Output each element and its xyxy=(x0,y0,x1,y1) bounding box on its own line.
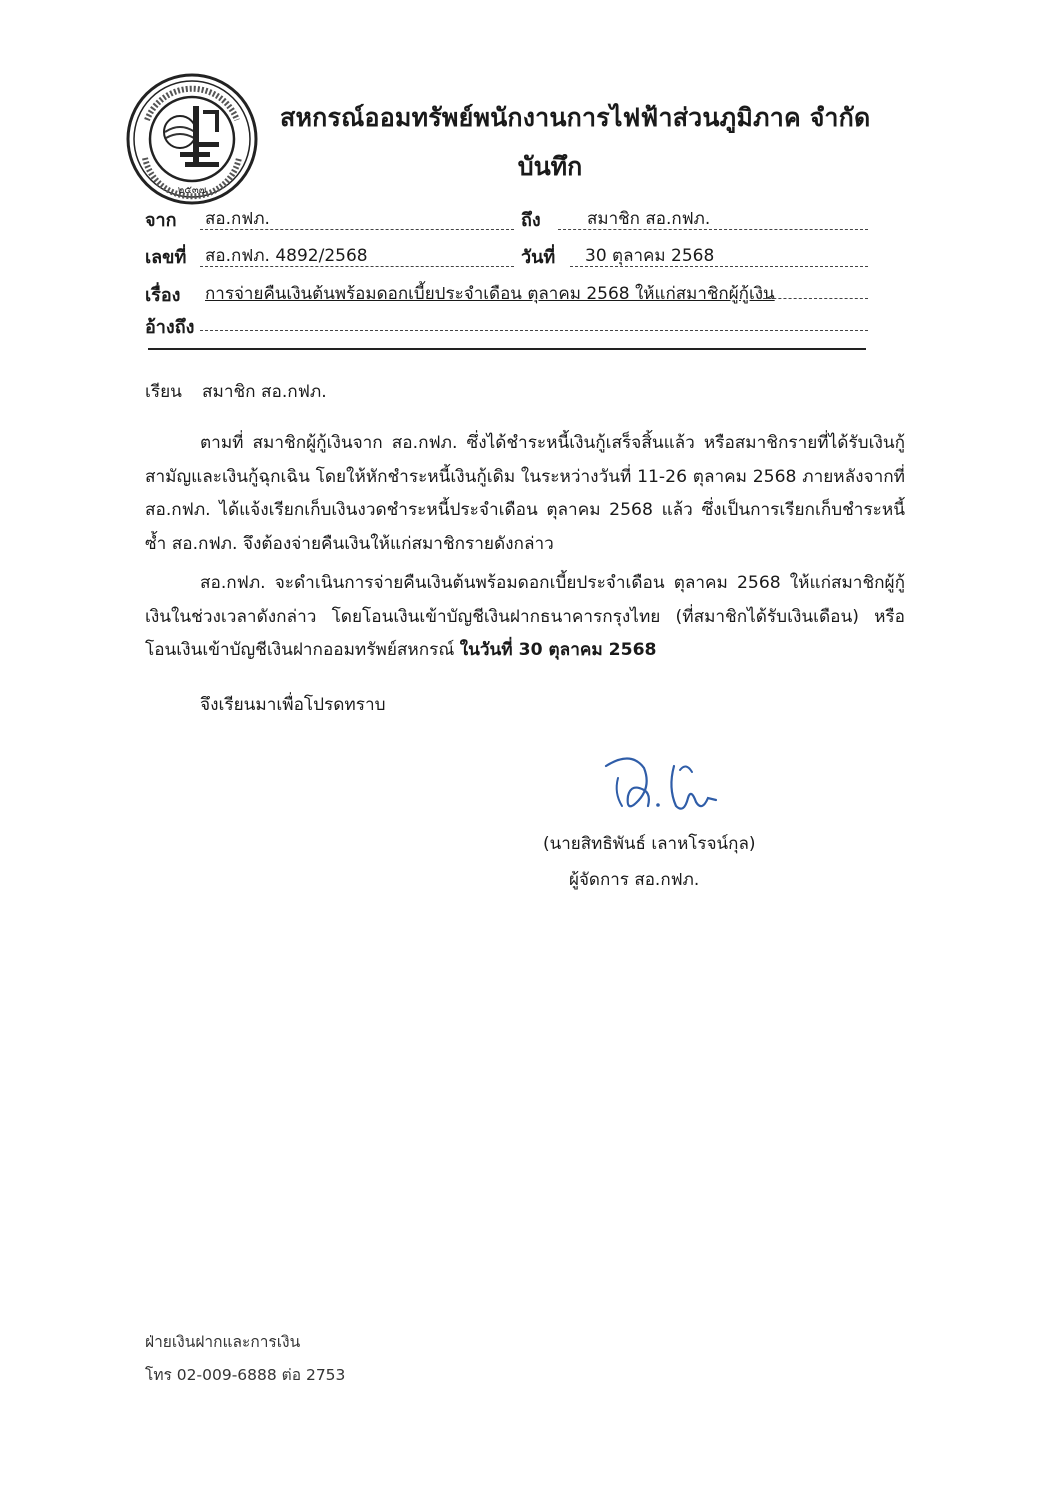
signatory-name: (นายสิทธิพันธ์ เลาหโรจน์กุล) xyxy=(543,834,756,854)
salutation-label: เรียน xyxy=(145,382,182,402)
memo-title: บันทึก xyxy=(517,152,583,181)
subject-value: การจ่ายคืนเงินต้นพร้อมดอกเบี้ยประจำเดือน ตุลาคม 2568 ให้แก่สมาชิกผู้กู้เงิน xyxy=(205,284,775,304)
subject-dotted-line xyxy=(758,298,868,299)
paragraph-1: ตามที่ สมาชิกผู้กู้เงินจาก สอ.กฟภ. ซึ่งได้ชำระหนี้เงินกู้เสร็จสิ้นแล้ว หรือสมาชิกรายที่ได้รับเงินกู้สามัญและเงินกู้ฉุกเฉิน โดยให้หักชำระหนี้เงินกู้เดิม ในระหว่างวันที่ 11-26 ตุลาคม 2568 ภายหลังจากที่ สอ.กฟภ. ได้แจ้งเรียกเก็บเงินงวดชำระหนี้ประจำเดือน ตุลาคม 2568 แล้ว ซึ่งเป็นการเรียกเก็บชำระหนี้ซ้ำ สอ.กฟภ. จึงต้องจ่ายคืนเงินให้แก่สมาชิกรายดังกล่าว xyxy=(145,433,905,554)
closing-text: จึงเรียนมาเพื่อโปรดทราบ xyxy=(200,695,386,715)
footer-phone: โทร 02-009-6888 ต่อ 2753 xyxy=(145,1366,346,1384)
svg-text:๒๕๓๗: ๒๕๓๗ xyxy=(177,185,207,196)
number-label: เลขที่ xyxy=(145,247,187,268)
from-label: จาก xyxy=(145,210,177,231)
number-value: สอ.กฟภ. 4892/2568 xyxy=(205,246,368,266)
organization-name: สหกรณ์ออมทรัพย์พนักงานการไฟฟ้าส่วนภูมิภาค จำกัด xyxy=(280,103,871,132)
salutation-value: สมาชิก สอ.กฟภ. xyxy=(202,382,327,402)
handwritten-signature xyxy=(596,748,746,823)
reference-label: อ้างถึง xyxy=(145,317,195,338)
payment-date-emphasis: ในวันที่ 30 ตุลาคม 2568 xyxy=(459,640,657,660)
subject-label: เรื่อง xyxy=(145,285,181,306)
number-dotted-line xyxy=(200,266,514,267)
reference-dotted-line xyxy=(200,330,868,331)
date-label: วันที่ xyxy=(521,247,556,268)
to-value: สมาชิก สอ.กฟภ. xyxy=(587,209,711,229)
date-value: 30 ตุลาคม 2568 xyxy=(585,246,715,266)
from-dotted-line xyxy=(200,229,514,230)
signatory-position: ผู้จัดการ สอ.กฟภ. xyxy=(569,870,700,890)
header-separator-line xyxy=(148,348,866,350)
to-label: ถึง xyxy=(521,210,541,231)
footer-department: ฝ่ายเงินฝากและการเงิน xyxy=(145,1333,301,1351)
from-value: สอ.กฟภ. xyxy=(205,209,270,229)
date-dotted-line xyxy=(570,266,868,267)
paragraph-2: สอ.กฟภ. จะดำเนินการจ่ายคืนเงินต้นพร้อมดอกเบี้ยประจำเดือน ตุลาคม 2568 ให้แก่สมาชิกผู้กู้เงินในช่วงเวลาดังกล่าว โดยโอนเงินเข้าบัญชีเงินฝากธนาคารกรุงไทย (ที่สมาชิกได้รับเงินเดือน) หรือโอนเงินเข้าบัญชีเงินฝากออมทรัพย์สหกรณ์ ในวันที่ 30 ตุลาคม 2568 xyxy=(145,573,905,660)
to-dotted-line xyxy=(558,229,868,230)
